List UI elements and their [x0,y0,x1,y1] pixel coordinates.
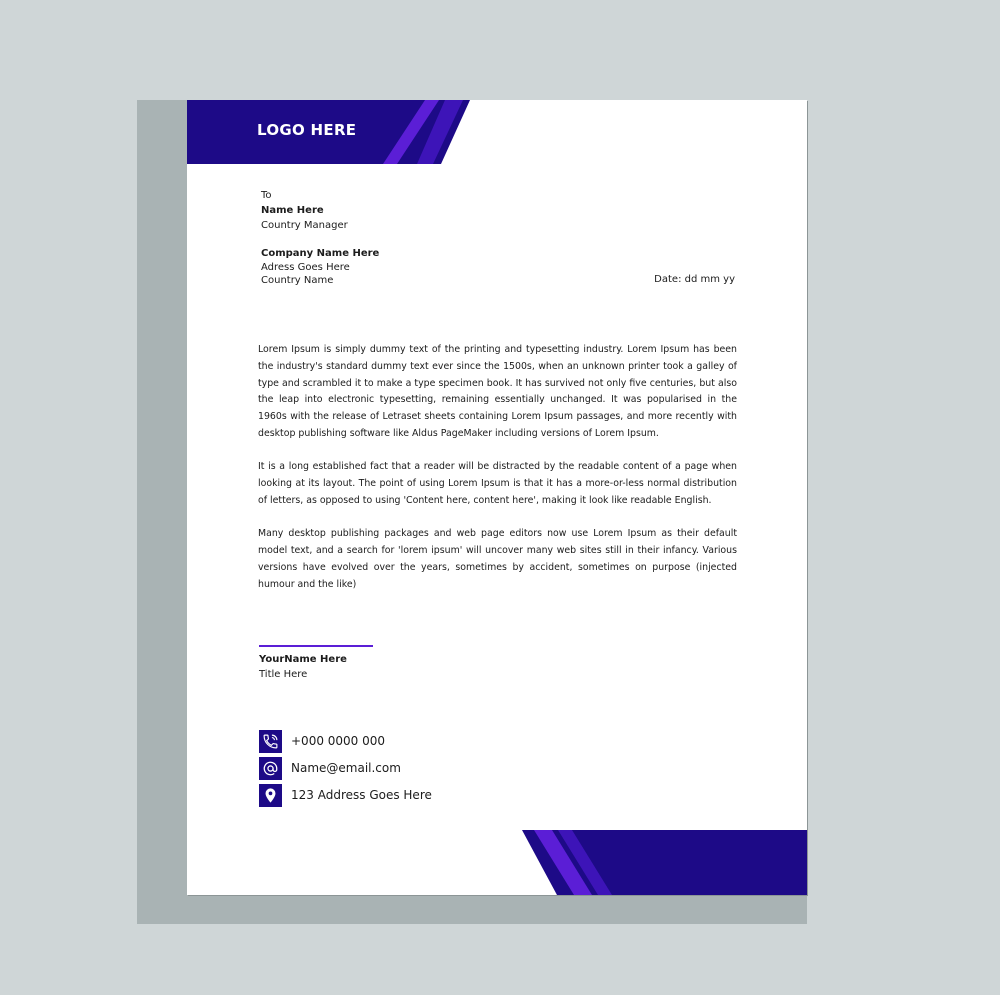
phone-icon [259,730,282,753]
recipient-name: Name Here [261,205,324,216]
letter-body [258,342,737,610]
letterhead-page [187,100,807,895]
contact-address-row [259,784,432,806]
contact-block [259,730,432,811]
logo-text: LOGO HERE [257,121,357,139]
signature-line [259,645,373,647]
email-address: Name@email.com [291,761,401,775]
date-line: Date: dd mm yy [654,274,735,285]
to-label: To [261,190,272,201]
company-address: Adress Goes Here [261,261,350,273]
body-paragraph-1: Lorem Ipsum is simply dummy text of the printing and typesetting industry. Lorem Ipsum has been the industry's standard dummy text ever since the 1500s, when an unknown printer took a galley of type and scrambled it to make a type specimen book. It has survived not only five centuries, but also the leap into electronic typesetting, remaining essentially unchanged. It was popularised in the 1960s with the release of Letraset sheets containing Lorem Ipsum passages, and more recently with desktop publishing software like Aldus PageMaker including versions of Lorem Ipsum. [258,344,737,439]
body-paragraph-3: Many desktop publishing packages and web page editors now use Lorem Ipsum as their default model text, and a search for 'lorem ipsum' will uncover many web sites still in their infancy. Various versions have evolved over the years, sometimes by accident, sometimes on purpose (injected humour and the like) [258,528,737,590]
location-pin-icon [259,784,282,807]
signer-name: YourName Here [259,654,347,665]
signer-title: Title Here [259,669,308,680]
signature-block [259,652,347,682]
footer-band [522,830,807,895]
contact-phone-row [259,730,432,752]
company-name: Company Name Here [261,248,380,259]
email-icon [259,757,282,780]
company-block [261,247,379,288]
recipient-title: Country Manager [261,220,348,231]
contact-email-row [259,757,432,779]
phone-number: +000 0000 000 [291,734,386,748]
recipient-block [261,188,348,233]
body-paragraph-2: It is a long established fact that a reader will be distracted by the readable content of a page when looking at its layout. The point of using Lorem Ipsum is that it has a more-or-less normal distribution of letters, as opposed to using 'Content here, content here', making it look like readable English. [258,461,737,506]
company-country: Country Name [261,275,334,286]
postal-address: 123 Address Goes Here [291,788,432,802]
